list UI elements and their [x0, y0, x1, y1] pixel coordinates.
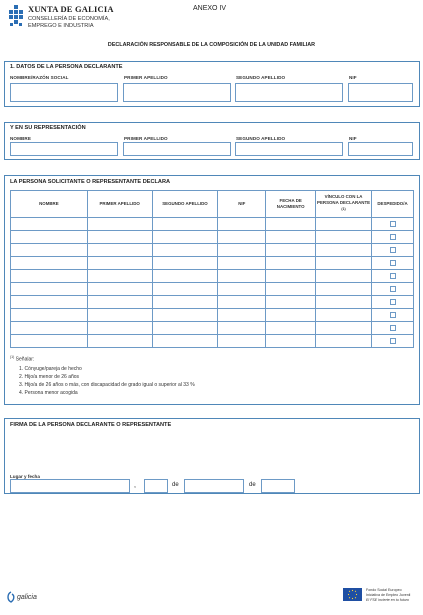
declarant-nif-field[interactable] [348, 83, 413, 102]
row-relationship-cell[interactable] [316, 244, 372, 257]
notes-sup: (1) [10, 355, 15, 359]
row-first-surname-cell[interactable] [87, 322, 152, 335]
xunta-logo-text: XUNTA DE GALICIA [28, 4, 114, 14]
xunta-logo [7, 4, 25, 28]
row-birth-date-cell[interactable] [266, 218, 316, 231]
eu-line-1: Fondo Social Europeo [366, 588, 402, 592]
dismissed-checkbox[interactable] [390, 312, 396, 318]
table-row [11, 270, 414, 283]
row-name-cell[interactable] [11, 283, 88, 296]
row-birth-date-cell[interactable] [266, 244, 316, 257]
row-dismissed-cell [372, 244, 414, 257]
notes-heading-text: Señalar: [15, 356, 35, 363]
dismissed-checkbox[interactable] [390, 286, 396, 292]
dismissed-checkbox[interactable] [390, 221, 396, 227]
label-nif: NIF [349, 75, 357, 80]
table-row [11, 283, 414, 296]
table-row [11, 218, 414, 231]
label-rep-second-surname: SEGUNDO APELLIDO [236, 136, 286, 141]
row-birth-date-cell[interactable] [266, 296, 316, 309]
row-nif-cell[interactable] [218, 244, 266, 257]
row-name-cell[interactable] [11, 218, 88, 231]
row-relationship-cell[interactable] [316, 309, 372, 322]
row-dismissed-cell [372, 270, 414, 283]
place-comma: , [134, 482, 136, 489]
section-family-unit-title: LA PERSONA SOLICITANTE O REPRESENTANTE DECLARA [10, 179, 171, 185]
row-first-surname-cell[interactable] [87, 296, 152, 309]
col-header-first-surname: PRIMER APELLIDO [87, 191, 152, 218]
col-header-relationship-label: VÍNCULO CON LA PERSONA DECLARANTE [317, 193, 371, 205]
row-dismissed-cell [372, 231, 414, 244]
col-header-name: NOMBRE [11, 191, 88, 218]
row-first-surname-cell[interactable] [87, 231, 152, 244]
family-members-table [10, 190, 414, 348]
label-rep-name: NOMBRE [10, 136, 32, 141]
department-line-1: CONSELLERÍA DE ECONOMÍA, [28, 16, 110, 22]
declarant-second-surname-field[interactable] [235, 83, 343, 102]
row-second-surname-cell[interactable] [152, 309, 218, 322]
row-birth-date-cell[interactable] [266, 257, 316, 270]
row-birth-date-cell[interactable] [266, 309, 316, 322]
eu-line-3: El FSE invierte en tu futuro [366, 598, 409, 602]
row-nif-cell[interactable] [218, 335, 266, 348]
table-row [11, 231, 414, 244]
row-first-surname-cell[interactable] [87, 283, 152, 296]
eu-flag [343, 588, 362, 601]
row-first-surname-cell[interactable] [87, 218, 152, 231]
month-field[interactable] [184, 479, 244, 493]
table-row [11, 335, 414, 348]
table-row [11, 322, 414, 335]
row-dismissed-cell [372, 296, 414, 309]
row-nif-cell[interactable] [218, 218, 266, 231]
label-second-surname: SEGUNDO APELLIDO [236, 75, 286, 80]
col-header-nif: NIF [218, 191, 266, 218]
department-line-2: EMPREGO E INDUSTRIA [28, 23, 94, 29]
dismissed-checkbox[interactable] [390, 299, 396, 305]
dismissed-checkbox[interactable] [390, 260, 396, 266]
rep-nif-field[interactable] [348, 142, 413, 156]
rep-second-surname-field[interactable] [235, 142, 343, 156]
row-first-surname-cell[interactable] [87, 257, 152, 270]
footer-galicia-logo [6, 591, 37, 603]
row-nif-cell[interactable] [218, 283, 266, 296]
row-birth-date-cell[interactable] [266, 283, 316, 296]
row-second-surname-cell[interactable] [152, 270, 218, 283]
table-row [11, 309, 414, 322]
galicia-logo-text: galicia [17, 593, 37, 601]
note-item-4: 4. Persona menor acogida [19, 390, 78, 396]
dismissed-checkbox[interactable] [390, 338, 396, 344]
label-first-surname: PRIMER APELLIDO [124, 75, 168, 80]
place-field[interactable] [10, 479, 130, 493]
label-rep-first-surname: PRIMER APELLIDO [124, 136, 168, 141]
row-dismissed-cell [372, 309, 414, 322]
table-row [11, 257, 414, 270]
row-relationship-cell[interactable] [316, 335, 372, 348]
row-nif-cell[interactable] [218, 322, 266, 335]
row-name-cell[interactable] [11, 296, 88, 309]
row-first-surname-cell[interactable] [87, 335, 152, 348]
col-header-second-surname: SEGUNDO APELLIDO [152, 191, 218, 218]
declarant-name-field[interactable] [10, 83, 118, 102]
col-header-birth-date: FECHA DE NACIMIENTO [266, 191, 316, 218]
row-first-surname-cell[interactable] [87, 270, 152, 283]
note-item-2: 2. Hijo/a menor de 26 años [19, 374, 80, 380]
row-name-cell[interactable] [11, 322, 88, 335]
xunta-cross-icon [7, 4, 25, 28]
row-name-cell[interactable] [11, 335, 88, 348]
dismissed-checkbox[interactable] [390, 234, 396, 240]
note-item-3: 3. Hijo/a de 26 años o más, con discapacidad de grado igual o superior al 33 % [19, 382, 195, 388]
row-name-cell[interactable] [11, 257, 88, 270]
row-name-cell[interactable] [11, 244, 88, 257]
col-header-relationship-sup: (1) [341, 206, 346, 211]
row-dismissed-cell [372, 322, 414, 335]
eu-line-2: Iniciativa de Empleo Juvenil [366, 593, 411, 597]
label-rep-nif: NIF [349, 136, 357, 141]
note-item-1: 1. Cónyuge/pareja de hecho [19, 366, 82, 372]
row-birth-date-cell[interactable] [266, 270, 316, 283]
col-header-relationship [316, 191, 372, 218]
row-dismissed-cell [372, 218, 414, 231]
annex-label: ANEXO IV [193, 5, 227, 12]
row-name-cell[interactable] [11, 309, 88, 322]
row-first-surname-cell[interactable] [87, 244, 152, 257]
row-relationship-cell[interactable] [316, 283, 372, 296]
declarant-first-surname-field[interactable] [123, 83, 231, 102]
eu-stars-icon [343, 588, 362, 601]
row-relationship-cell[interactable] [316, 322, 372, 335]
row-birth-date-cell[interactable] [266, 322, 316, 335]
row-relationship-cell[interactable] [316, 218, 372, 231]
row-relationship-cell[interactable] [316, 231, 372, 244]
row-first-surname-cell[interactable] [87, 309, 152, 322]
row-second-surname-cell[interactable] [152, 283, 218, 296]
section-representation-title: Y EN SU REPRESENTACIÓN [10, 125, 86, 131]
notes-heading [10, 355, 34, 363]
row-second-surname-cell[interactable] [152, 218, 218, 231]
row-nif-cell[interactable] [218, 309, 266, 322]
row-nif-cell[interactable] [218, 270, 266, 283]
row-nif-cell[interactable] [218, 257, 266, 270]
row-second-surname-cell[interactable] [152, 296, 218, 309]
rep-first-surname-field[interactable] [123, 142, 231, 156]
table-row [11, 296, 414, 309]
row-dismissed-cell [372, 335, 414, 348]
place-date-label: Lugar y fecha [10, 474, 40, 479]
table-row [11, 244, 414, 257]
row-relationship-cell[interactable] [316, 257, 372, 270]
family-rows [11, 218, 414, 348]
label-name: NOMBRE/RAZÓN SOCIAL [10, 75, 69, 80]
date-de-1: de [172, 482, 179, 488]
row-relationship-cell[interactable] [316, 296, 372, 309]
row-birth-date-cell[interactable] [266, 335, 316, 348]
dismissed-checkbox[interactable] [390, 273, 396, 279]
col-header-dismissed: DESPEDIDO/A [372, 191, 414, 218]
date-de-2: de [249, 482, 256, 488]
rep-name-field[interactable] [10, 142, 118, 156]
row-second-surname-cell[interactable] [152, 244, 218, 257]
row-name-cell[interactable] [11, 231, 88, 244]
galicia-swirl-icon [6, 591, 16, 603]
section-declarant-title: 1. DATOS DE LA PERSONA DECLARANTE [10, 64, 123, 70]
dismissed-checkbox[interactable] [390, 247, 396, 253]
row-birth-date-cell[interactable] [266, 231, 316, 244]
row-second-surname-cell[interactable] [152, 322, 218, 335]
document-title: DECLARACIÓN RESPONSABLE DE LA COMPOSICIÓN DE LA UNIDAD FAMILIAR [107, 42, 316, 48]
dismissed-checkbox[interactable] [390, 325, 396, 331]
row-nif-cell[interactable] [218, 296, 266, 309]
row-nif-cell[interactable] [218, 231, 266, 244]
signature-title: FIRMA DE LA PERSONA DECLARANTE O REPRESENTANTE [10, 422, 172, 428]
row-second-surname-cell[interactable] [152, 335, 218, 348]
year-field[interactable] [261, 479, 295, 493]
row-second-surname-cell[interactable] [152, 231, 218, 244]
row-dismissed-cell [372, 257, 414, 270]
day-field[interactable] [144, 479, 168, 493]
row-relationship-cell[interactable] [316, 270, 372, 283]
row-second-surname-cell[interactable] [152, 257, 218, 270]
row-name-cell[interactable] [11, 270, 88, 283]
row-dismissed-cell [372, 283, 414, 296]
